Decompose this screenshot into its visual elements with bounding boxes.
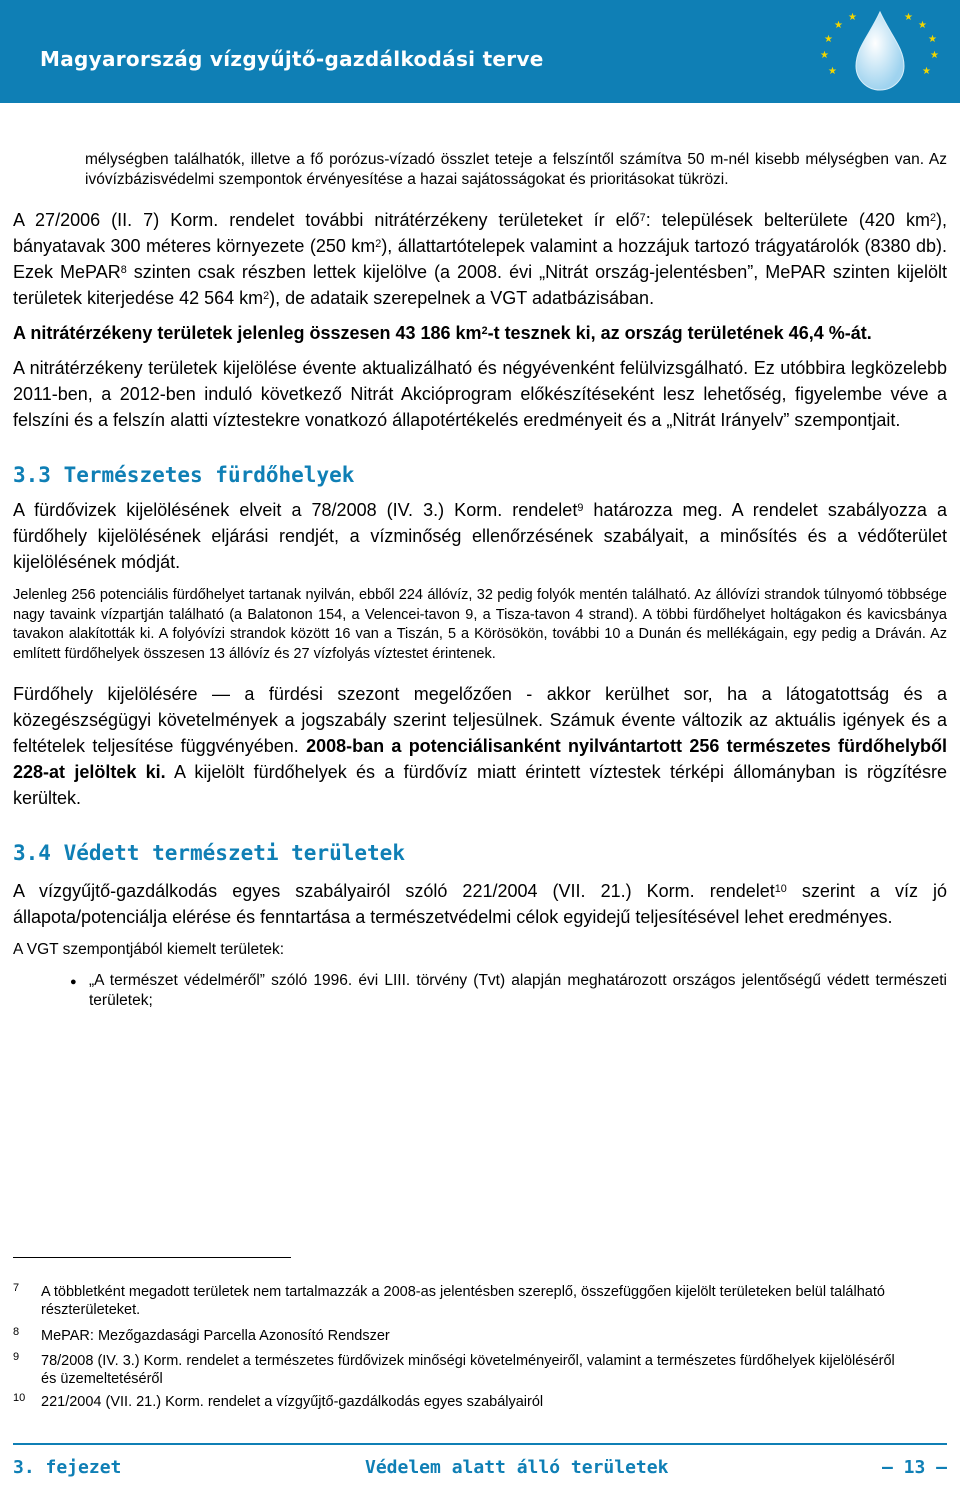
page-number: — 13 — [881,1457,947,1478]
section-heading-3-3: 3.3 Természetes fürdőhelyek [13,463,355,487]
paragraph-nitrate-total: A nitrátérzékeny területek jelenleg összesen 43 186 $km^2-t$ tesznek ki, az ország területének 46,4 %-át. [13,323,872,343]
paragraph-vgt-areas: A VGT szempontjából kiemelt területek: [13,941,285,958]
svg-text:★: ★ [824,34,833,45]
paragraph-protected-areas: A vízgyűjtő-gazdálkodás egyes szabályairól szóló 221/2004 (VII. 21.) Korm. rendelet$^{10}$ szerint a víz jó állapota/potenciálja elérése és fenntartása a természetvédelmi célok egyidejű teljesítésével lehet eredményes. [13,881,947,927]
paragraph-bathing-count: Jelenleg 256 potenciális fürdőhelyet tartanak nyilván, ebből 224 állóvíz, 32 pedig folyók mentén található. Az állóvízi strandok túlnyomó többsége nagy tavaink vízpartján található (a Balatonon 154, a Velencei-tavon 9, a Tisza-tavon 4 strand). A többi fürdőhelyet holtágakon és kavicsbánya tavakon alakították ki. A folyóvízi strandok között 16 van a Tiszán, 5 a Körösökön, további 10 a Dunán és mellékágain, egy pedig a Dráván. Az említett fürdőhelyek összesen 13 állóvíz és 27 vízfolyás víztestet érintenek. [13,587,947,662]
footnote-separator [13,1257,291,1258]
svg-text:★: ★ [928,34,937,45]
paragraph-bathing-regulation: A fürdővizek kijelölésének elveit a 78/2008 (IV. 3.) Korm. rendelet$^9$ határozza meg. A rendelet szabályozza a fürdőhely kijelölésének eljárási rendjét, a vízminőség ellenőrzésének szabályait, a minősítés és a védőterület kijelölésének módját. [13,500,948,572]
svg-text:★: ★ [828,66,837,77]
paragraph-nitrate-review: A nitrátérzékeny területek kijelölése évente aktualizálható és négyévenként felülvizsgálható. Ez utóbbira legközelebb 2011-ben, a 2012-ben induló következő Nitrát Akcióprogram előkészítéseként lesz lehetőség, figyelembe véve a felszíni és a felszín alatti víztestekre vonatkozó állapotértékelés eredményeit és a „Nitrát Irányelv” szempontjait. [13,358,947,430]
paragraph-intro: mélységben találhatók, illetve a fő porózus-vízadó összlet teteje a felszíntől számítva 50 m-nél kisebb mélységben van. Az ivóvízbázisvédelmi szempontok érvényesítése a hazai sajátosságokat és prioritásokat tükrözi. [85,151,947,188]
footnote-ref-10[interactable]: 10 [774,882,787,895]
footer-chapter: 3. fejezet [13,1457,122,1478]
page-content [13,150,947,1011]
footer-rule [13,1443,947,1445]
footnote-ref-9[interactable]: 9 [577,501,584,514]
eu-stars-water-drop-icon [810,8,950,96]
svg-text:★: ★ [930,50,939,61]
section-heading-3-4: 3.4 Védett természeti területek [13,841,405,865]
page-header [0,0,960,100]
svg-text:★: ★ [918,20,927,31]
header-rule [0,100,960,103]
svg-text:★: ★ [834,20,843,31]
svg-text:★: ★ [848,12,857,23]
list-item: ● „A természet védelméről” szóló 1996. évi LIII. törvény (Tvt) alapján meghatározott országos jelentőségű védett természeti területek; [70,972,947,1009]
svg-text:★: ★ [922,66,931,77]
footnote-ref-7[interactable]: 7 [639,211,646,224]
footnote-ref-8[interactable]: 8 [120,263,127,276]
document-title: Magyarország vízgyűjtő-gazdálkodási terve [40,47,544,71]
footer-chapter-title: Védelem alatt álló területek [365,1457,669,1478]
svg-text:★: ★ [904,12,913,23]
paragraph-nitrate-regulation: A 27/2006 (II. 7) Korm. rendelet további nitrátérzékeny területeket ír elő$^7$: települések belterülete (420 $km^2$), bányatavak 300 méteres környezete (250 $km^2$), állattartótelepek valamint a hozzájuk tartozó trágyatárolók (8380 db). Ezek MePAR$^8$ szinten csak részben lettek kijelölve (a 2008. évi „Nitrát ország-jelentésben”, MePAR szinten kijelölt területek kiterjedése 42 564 $km^2$), de adataik szerepelnek a VGT adatbázisában. [13,210,947,308]
bullet-icon: ● [70,976,77,988]
svg-text:★: ★ [820,50,829,61]
paragraph-bathing-designation: Fürdőhely kijelölésére — a fürdési szezont megelőzően - akkor kerülhet sor, ha a látogatottság és a közegészségügyi követelmények a jogszabály szerint teljesülnek. Számuk évente változik az aktuális igények és a feltételek teljesítése függvényében. 2008-ban a potenciálisanként nyilvántartott 256 természetes fürdőhelyből 228-at jelöltek ki. A kijelölt fürdőhelyek és a fürdővíz miatt érintett víztestek térképi állományban is rögzítésre kerültek. [13,684,947,808]
